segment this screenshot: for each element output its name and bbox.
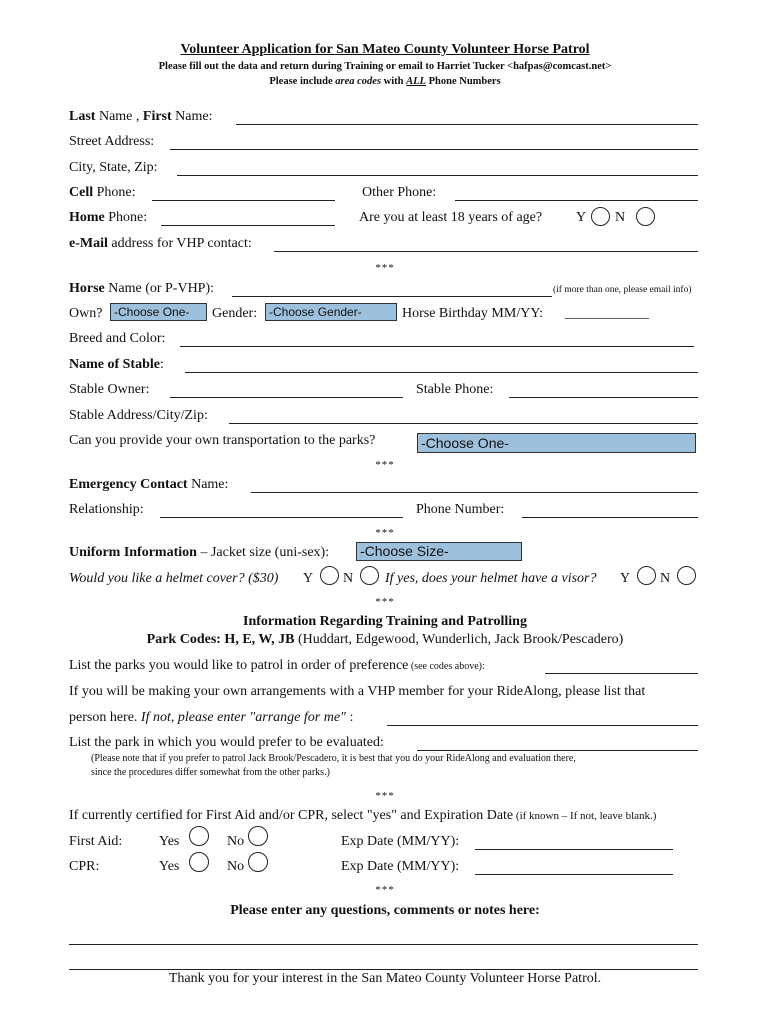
transport-question: Can you provide your own transportation to the parks? (69, 433, 376, 448)
comments-field-line-1[interactable] (69, 944, 698, 945)
stable-owner-field[interactable] (170, 397, 403, 398)
home-phone-field[interactable] (161, 225, 335, 226)
city-field[interactable] (177, 175, 698, 176)
age-question: Are you at least 18 years of age? (359, 210, 543, 225)
multiple-horse-note: (if more than one, please email info) (553, 285, 692, 295)
own-select[interactable]: -Choose One- (110, 303, 207, 321)
park-codes: Park Codes: H, E, W, JB (Huddart, Edgewood, Wunderlich, Jack Brook/Pescadero) (146, 632, 624, 647)
transport-select[interactable]: -Choose One- (417, 433, 696, 453)
stable-address-field[interactable] (229, 423, 698, 424)
relationship-field[interactable] (160, 517, 403, 518)
form-instructions: Please fill out the data and return during Training or email to Harriet Tucker <hafpas@comcast.net> (158, 61, 612, 72)
jacket-size-select[interactable]: -Choose Size- (356, 542, 522, 561)
helmet-no-radio[interactable] (360, 566, 379, 585)
section-separator: *** (375, 262, 395, 274)
city-label: City, State, Zip: (69, 160, 158, 175)
horse-name-field[interactable] (232, 296, 552, 297)
cpr-label: CPR: (69, 859, 100, 874)
street-field[interactable] (170, 149, 698, 150)
breed-label: Breed and Color: (69, 331, 166, 346)
uniform-label: Uniform Information – Jacket size (uni-sex): (69, 545, 330, 560)
gender-label: Gender: (212, 306, 258, 321)
emergency-contact-label: Emergency Contact Name: (69, 477, 229, 492)
age-no-label: N (615, 210, 626, 225)
stable-address-label: Stable Address/City/Zip: (69, 408, 208, 423)
stable-phone-field[interactable] (509, 397, 698, 398)
cpr-no-label: No (227, 859, 245, 874)
first-aid-exp-field[interactable] (475, 849, 673, 850)
emergency-contact-field[interactable] (251, 492, 698, 493)
birthday-label: Horse Birthday MM/YY: (402, 306, 544, 321)
helmet-yes-radio[interactable] (320, 566, 339, 585)
section-separator: *** (375, 596, 395, 608)
area-code-instructions: Please include area codes with ALL Phone Numbers (269, 76, 501, 87)
relationship-label: Relationship: (69, 502, 144, 517)
visor-yes-radio[interactable] (637, 566, 656, 585)
home-phone-label: Home Phone: (69, 210, 148, 225)
age-no-radio[interactable] (636, 207, 655, 226)
section-separator: *** (375, 884, 395, 896)
emergency-phone-label: Phone Number: (416, 502, 505, 517)
visor-question: If yes, does your helmet have a visor? (385, 571, 597, 586)
first-aid-exp-label: Exp Date (MM/YY): (341, 834, 460, 849)
own-label: Own? (69, 306, 103, 321)
section-separator: *** (375, 459, 395, 471)
first-aid-no-label: No (227, 834, 245, 849)
cpr-no-radio[interactable] (248, 852, 268, 872)
gender-select[interactable]: -Choose Gender- (265, 303, 397, 321)
age-yes-label: Y (576, 210, 587, 225)
form-title: Volunteer Application for San Mateo County Volunteer Horse Patrol (180, 42, 590, 57)
evaluation-label: List the park in which you would prefer to be evaluated: (69, 735, 384, 750)
visor-no-label: N (660, 571, 671, 586)
ridealong-field[interactable] (387, 725, 698, 726)
cell-phone-field[interactable] (152, 200, 335, 201)
stable-owner-label: Stable Owner: (69, 382, 150, 397)
other-phone-label: Other Phone: (362, 185, 437, 200)
birthday-field[interactable]: ____________ (565, 306, 649, 321)
training-heading: Information Regarding Training and Patrolling (243, 614, 527, 629)
visor-no-radio[interactable] (677, 566, 696, 585)
ridealong-label: person here. If not, please enter "arrange for me" : (69, 710, 354, 725)
emergency-phone-field[interactable] (522, 517, 698, 518)
first-aid-no-radio[interactable] (248, 826, 268, 846)
section-separator: *** (375, 527, 395, 539)
stable-name-field[interactable] (185, 372, 698, 373)
ridealong-text: If you will be making your own arrangements with a VHP member for your RideAlong, please list that (69, 684, 646, 699)
helmet-no-label: N (343, 571, 354, 586)
helmet-question: Would you like a helmet cover? ($30) (69, 571, 279, 586)
cpr-yes-label: Yes (159, 859, 180, 874)
stable-phone-label: Stable Phone: (416, 382, 494, 397)
name-label: Last Name , First Name: (69, 109, 213, 124)
evaluation-note-2: since the procedures differ somewhat from the other parks.) (91, 767, 330, 778)
comments-heading: Please enter any questions, comments or notes here: (230, 903, 540, 918)
park-preference-field[interactable] (545, 673, 698, 674)
cell-phone-label: Cell Phone: (69, 185, 136, 200)
cpr-exp-field[interactable] (475, 874, 673, 875)
helmet-yes-label: Y (303, 571, 314, 586)
email-label: e-Mail address for VHP contact: (69, 236, 252, 251)
cpr-yes-radio[interactable] (189, 852, 209, 872)
thank-you-note: Thank you for your interest in the San Mateo County Volunteer Horse Patrol. (168, 971, 602, 986)
other-phone-field[interactable] (455, 200, 698, 201)
section-separator: *** (375, 790, 395, 802)
cpr-exp-label: Exp Date (MM/YY): (341, 859, 460, 874)
evaluation-field[interactable] (417, 750, 698, 751)
visor-yes-label: Y (620, 571, 631, 586)
age-yes-radio[interactable] (591, 207, 610, 226)
first-aid-yes-label: Yes (159, 834, 180, 849)
street-label: Street Address: (69, 134, 155, 149)
certification-question: If currently certified for First Aid and/or CPR, select "yes" and Expiration Date (if known – If not, leave blank.) (69, 808, 657, 823)
park-preference-label: List the parks you would like to patrol in order of preference (see codes above): (69, 658, 485, 673)
evaluation-note-1: (Please note that if you prefer to patrol Jack Brook/Pescadero, it is best that you do your RideAlong and evaluation there, (91, 753, 576, 764)
breed-field[interactable] (180, 346, 694, 347)
email-field[interactable] (274, 251, 698, 252)
first-aid-label: First Aid: (69, 834, 123, 849)
horse-name-label: Horse Name (or P-VHP): (69, 281, 215, 296)
first-aid-yes-radio[interactable] (189, 826, 209, 846)
stable-name-label: Name of Stable: (69, 357, 164, 372)
comments-field-line-2[interactable] (69, 969, 698, 970)
name-field[interactable] (236, 124, 698, 125)
